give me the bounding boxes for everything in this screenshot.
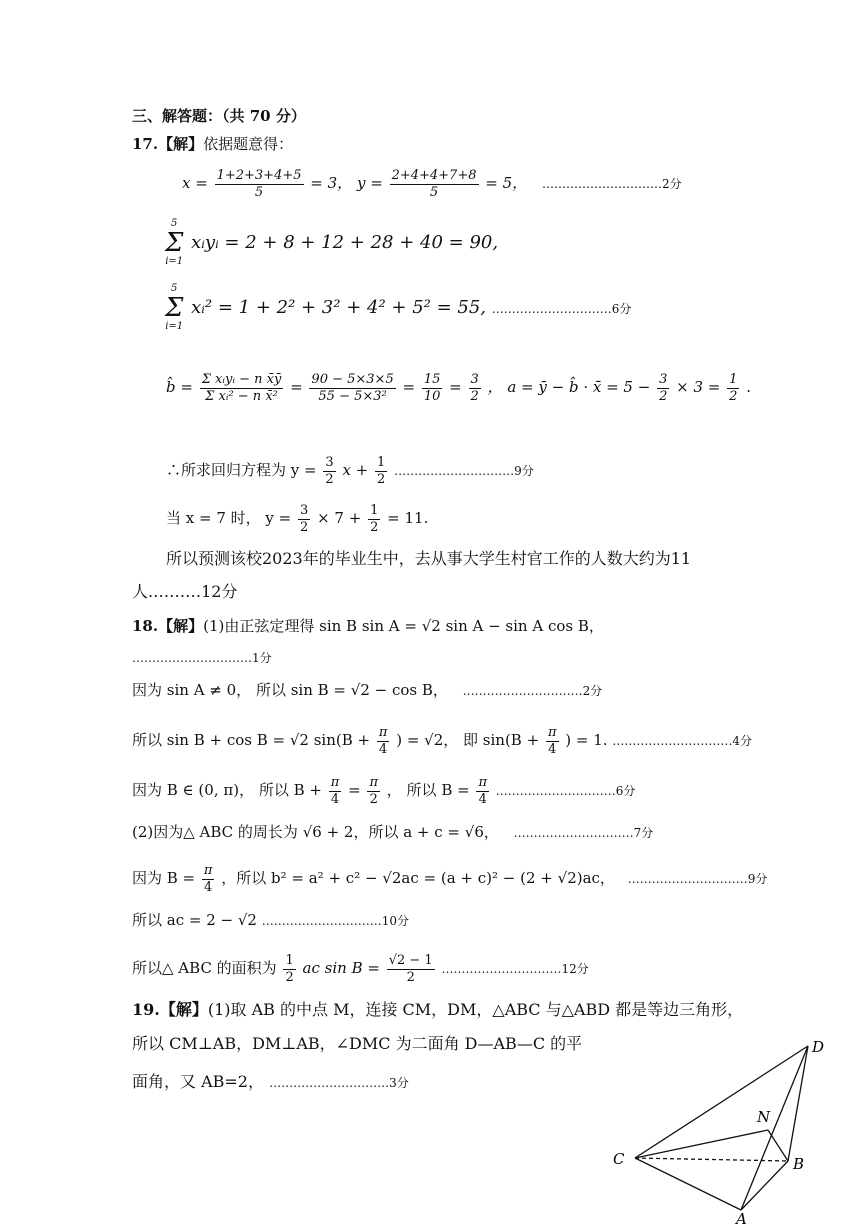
- p19-line3: 面角，又 AB=2， …………………………3分: [132, 1072, 409, 1091]
- p18-line9: 所以△ ABC 的面积为 $\frac{1}{2}$ ac sin B = $\frac{√2 - 1}{2}$ …………………………12分: [132, 952, 589, 985]
- regression-intercept: $\frac{1}{2}$: [377, 454, 386, 487]
- score-1: …………………………1分: [132, 651, 272, 665]
- sum-xy-text: xᵢyᵢ = 2 + 8 + 12 + 28 + 40 = 90,: [191, 232, 499, 253]
- p18-line6: (2)因为△ ABC 的周长为 √6 + 2，所以 a + c = √6， …………………………7分: [132, 823, 654, 841]
- problem-18-label: 18.【解】: [132, 617, 204, 635]
- score-9b: …………………………9分: [627, 872, 768, 886]
- p17-conclusion-2: 人.………12分: [132, 582, 238, 601]
- label-c: C: [613, 1150, 625, 1168]
- p17-b-hat-line: b̂ = $\frac{\text{Σ xᵢyᵢ − n x̄ȳ}}{\text{Σ xᵢ² − n x̄²}}$ = $\frac{90 - 5\times 3\times 5}{\text{55 − 5×3²}}$ = $\frac{15}{10}$ = $\frac{3}{2}$ ， a = ȳ − b̂ · x̄ = 5 − $\frac{3}{2}$ × 3 = $\frac{1}{2}$ .: [166, 371, 751, 404]
- regression-slope: $\frac{3}{2}$: [325, 454, 334, 487]
- score-6b: …………………………6分: [495, 784, 636, 798]
- pi-over-4: $\frac{\pi}{4}$: [203, 862, 213, 895]
- xbar-lhs: x =: [182, 174, 208, 192]
- p18-line7: 因为 B = $\frac{\pi}{4}$ ，所以 b² = a² + c² − √2ac = (a + c)² − (2 + √2)ac， …………………………9分: [132, 862, 768, 895]
- edge-cb-hidden: [635, 1158, 788, 1161]
- problem-19-label: 19.【解】: [132, 1000, 208, 1019]
- ybar-value: = 5，: [485, 174, 528, 192]
- edge-nb: [768, 1130, 788, 1161]
- edge-ab: [741, 1161, 788, 1210]
- score-2: …………………………2分: [541, 177, 682, 191]
- sum-x2-text: xᵢ² = 1 + 2² + 3² + 4² + 5² = 55,: [191, 297, 487, 318]
- sum-symbol: 5 Σ i=1: [165, 218, 184, 267]
- pi-over-4: $\frac{\pi}{4}$: [547, 724, 557, 757]
- b-hat-formula: $\frac{\text{Σ xᵢyᵢ − n x̄ȳ}}{\text{Σ xᵢ² − n x̄²}}$: [201, 371, 282, 404]
- edge-ca: [635, 1158, 741, 1210]
- p18-line5: 因为 B ∈ (0, π)， 所以 B + $\frac{\pi}{4}$ = $\frac{\pi}{2}$ ， 所以 B = $\frac{\pi}{4}$ …………………………6分: [132, 774, 636, 807]
- p17-means-line: [182, 165, 682, 202]
- xbar-value: = 3，: [310, 174, 353, 192]
- p17-predict-line: [166, 500, 428, 536]
- score-7: …………………………7分: [513, 826, 654, 840]
- one-half: $\frac{1}{2}$: [285, 952, 294, 985]
- p18-line3: [132, 680, 602, 701]
- p17-sum-xy-line: [165, 218, 498, 268]
- score-9: …………………………9分: [394, 464, 534, 478]
- pi-over-4: $\frac{\pi}{4}$: [478, 774, 488, 807]
- score-6: …………………………6分: [491, 302, 632, 316]
- a-formula: ， a = ȳ − b̂ · x̄ = 5 −: [487, 378, 651, 396]
- score-2b: …………………………2分: [462, 684, 603, 698]
- score-4: …………………………4分: [612, 734, 752, 748]
- edge-cd: [635, 1046, 808, 1158]
- p17-regression-line: [166, 452, 534, 489]
- section-title: 三、解答题：（共 70 分）: [132, 107, 306, 125]
- label-a: A: [736, 1210, 747, 1225]
- predict-intercept: $\frac{1}{2}$: [370, 502, 379, 535]
- predict-pre: 当 x = 7 时， y =: [166, 509, 292, 527]
- p19-line2: 所以 CM⊥AB，DM⊥AB，∠DMC 为二面角 D—AB—C 的平: [132, 1034, 583, 1053]
- ybar-lhs: y =: [356, 174, 383, 192]
- p18-line4: 所以 sin B + cos B = √2 sin(B + $\frac{\pi}{4}$ ) = √2， 即 sin(B + $\frac{\pi}{4}$ ) = 1. …………………………4分: [132, 724, 752, 757]
- edge-cn: [635, 1130, 768, 1158]
- p18-line1: [132, 616, 604, 636]
- p18-line8: 所以 ac = 2 − √2 …………………………10分: [132, 911, 410, 929]
- problem-17-intro: [132, 134, 293, 154]
- label-n: N: [757, 1108, 771, 1126]
- regression-pre: ∴所求回归方程为 y =: [166, 461, 317, 479]
- p18-line1-text: (1)由正弦定理得 sin B sin A = √2 sin A − sin A cos B，: [203, 617, 604, 635]
- xbar-fraction: $\frac{1+2+3+4+5}{5}$: [216, 167, 302, 200]
- a-mid: × 3 =: [676, 378, 721, 396]
- area-result: $\frac{√2 - 1}{2}$: [388, 952, 433, 985]
- score-3: …………………………3分: [269, 1076, 409, 1090]
- b-hat-numeric: $\frac{90 - 5\times 3\times 5}{\text{55 − 5×3²}}$: [311, 371, 394, 404]
- problem-17-label: 17.【解】: [132, 135, 204, 153]
- b-hat-lhs: b̂ =: [166, 378, 193, 396]
- ybar-fraction: $\frac{2+4+4+7+8}{5}$: [391, 167, 477, 200]
- pi-over-2: $\frac{\pi}{2}$: [369, 774, 378, 807]
- p17-conclusion-1: 所以预测该校2023年的毕业生中，去从事大学生村官工作的人数大约为11: [166, 549, 692, 568]
- predict-end: = 11.: [387, 509, 429, 527]
- score-10: …………………………10分: [261, 914, 410, 928]
- predict-slope: $\frac{3}{2}$: [300, 502, 309, 535]
- label-b: B: [793, 1155, 805, 1173]
- score-12: …………………………12分: [441, 962, 589, 976]
- edge-db: [788, 1046, 808, 1161]
- pi-over-4: $\frac{\pi}{4}$: [378, 724, 388, 757]
- sum-symbol: 5 Σ i=1: [165, 283, 184, 332]
- edge-da: [741, 1046, 808, 1210]
- label-d: D: [812, 1038, 825, 1056]
- pi-over-4: $\frac{\pi}{4}$: [330, 774, 340, 807]
- b-hat-15-10: $\frac{15}{10}$: [423, 371, 441, 404]
- predict-mid: × 7 +: [317, 509, 362, 527]
- a-frac-3-2: $\frac{3}{2}$: [659, 371, 668, 404]
- regression-mid: x +: [342, 461, 369, 479]
- p18-line3-text: 因为 sin A ≠ 0， 所以 sin B = √2 − cos B，: [132, 681, 448, 699]
- b-hat-3-2: $\frac{3}{2}$: [470, 371, 479, 404]
- tetrahedron-figure: [605, 1030, 845, 1225]
- a-result: $\frac{1}{2}$: [729, 371, 738, 404]
- p17-sum-x2-line: [165, 283, 631, 333]
- p19-line1: 19.【解】(1)取 AB 的中点 M，连接 CM，DM，△ABC 与△ABD 都是等边三角形，: [132, 1000, 744, 1019]
- problem-17-intro-text: 依据题意得：: [203, 135, 294, 153]
